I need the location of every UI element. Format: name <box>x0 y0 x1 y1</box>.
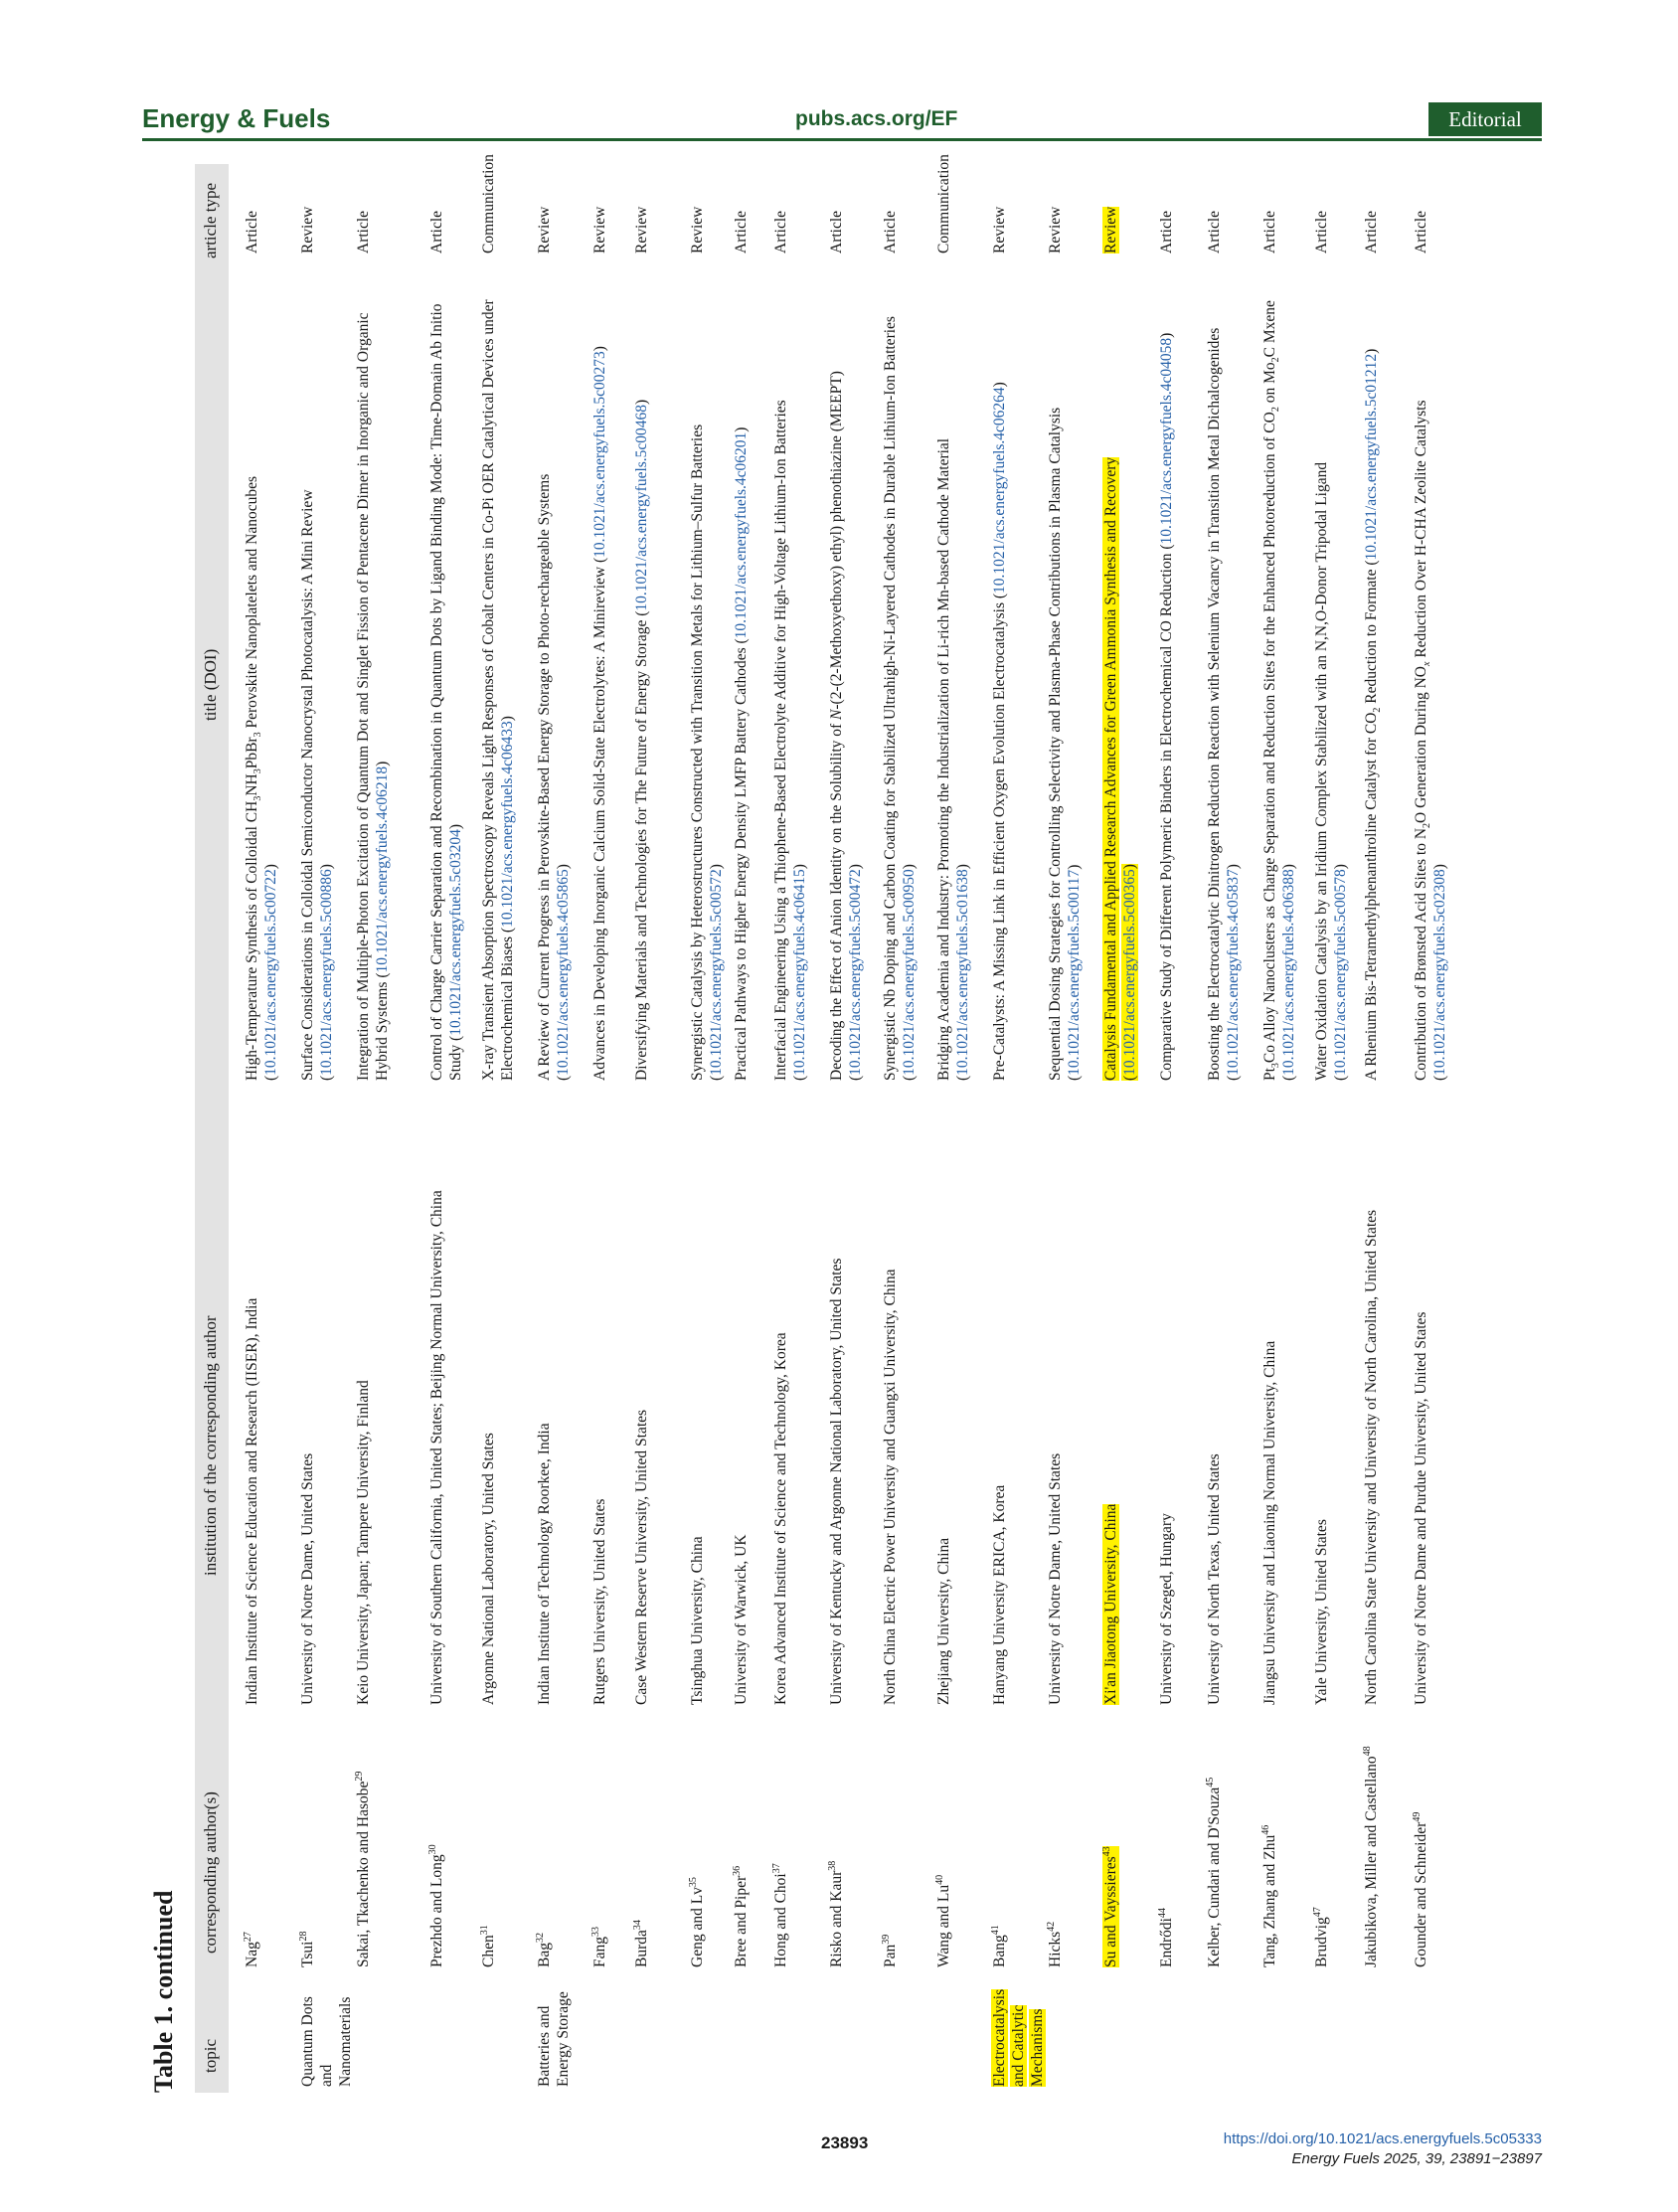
cell-authors: Burda$^{34}$ <box>631 1920 650 1967</box>
doi-link[interactable]: 10.1021/acs.energyfuels.4c04058 <box>1158 337 1175 545</box>
cell-authors: Brudvig$^{47}$ <box>1311 1907 1330 1967</box>
cell-institution: University of Szeged, Hungary <box>1158 1513 1175 1705</box>
doi-link[interactable]: 10.1021/acs.energyfuels.5c00468 <box>633 404 650 611</box>
cell-title: Boosting the Electrocatalytic Dinitrogen Reduction Reaction with Selenium Vacancy in Transition Metal Dichalcogenides (10.1021/acs.energyfuels.4c05837) <box>1206 327 1242 1081</box>
cell-authors: Bag$^{32}$ <box>534 1933 553 1967</box>
cell-institution: University of Warwick, UK <box>733 1534 750 1705</box>
cell-institution: Hanyang University ERICA, Korea <box>991 1484 1008 1705</box>
cell-article-type: Article <box>244 210 260 254</box>
cell-title: $Pt_3Co$ Alloy Nanoclusters as Charge Separation and Reduction Sites for the Enhanced Photoreduction of $CO_2$ on $Mo_2C$ Mxene (10.1021/acs.energyfuels.4c06388) <box>1261 300 1297 1081</box>
article-type-badge: Editorial <box>1428 102 1542 136</box>
cell-authors: Bang$^{41}$ <box>989 1925 1008 1967</box>
cell-title: Integration of Multiple-Photon Excitation of Quantum Dot and Singlet Fission of Pentacene Dimer in Inorganic and Organic Hybrid Systems (10.1021/acs.energyfuels.4c06218) <box>355 312 391 1081</box>
cell-institution: Korea Advanced Institute of Science and Technology, Korea <box>772 1332 789 1705</box>
doi-link[interactable]: 10.1021/acs.energyfuels.4c06433 <box>499 721 516 928</box>
cell-authors: Tsui$^{28}$ <box>297 1931 316 1967</box>
cell-title: Pre-Catalysts: A Missing Link in Efficient Oxygen Evolution Electrocatalysis (10.1021/acs.energyfuels.4c06264) <box>991 382 1008 1081</box>
cell-institution: University of Notre Dame and Purdue University, United States <box>1413 1311 1429 1705</box>
cell-title: Synergistic Catalysis by Heterostructures Constructed with Transition Metals for Lithium–Sulfur Batteries (10.1021/acs.energyfuels.5c00572) <box>689 424 725 1081</box>
doi-link[interactable]: 10.1021/acs.energyfuels.5c00273 <box>591 351 608 558</box>
cell-title: A Rhenium Bis-Tetramethylphenanthroline Catalyst for $CO_2$ Reduction to Formate (10.1021/acs.energyfuels.5c01212) <box>1363 348 1384 1081</box>
cell-article-type: Review <box>1102 206 1119 254</box>
cell-institution: Indian Institute of Technology Roorkee, India <box>536 1423 553 1705</box>
doi-link[interactable]: 10.1021/acs.energyfuels.5c01638 <box>954 869 971 1076</box>
cell-institution: University of Kentucky and Argonne National Laboratory, United States <box>828 1258 845 1705</box>
cell-article-type: Review <box>633 206 650 254</box>
cell-title: Bridging Academia and Industry: Promoting the Industrialization of Li-rich Mn-based Cathode Material (10.1021/acs.energyfuels.5c01638) <box>935 437 971 1081</box>
cell-title: Water Oxidation Catalysis by an Iridium Complex Stabilized with an N,N,O-Donor Tripodal Ligand (10.1021/acs.energyfuels.5c00578) <box>1313 461 1349 1081</box>
cell-article-type: Review <box>1047 206 1064 254</box>
doi-link[interactable]: 10.1021/acs.energyfuels.4c06218 <box>374 766 391 973</box>
col-header-institution: institution of the corresponding author <box>201 1315 220 1576</box>
cell-institution: Indian Institute of Science Education and Research (IISER), India <box>244 1297 260 1705</box>
page-number: 23893 <box>821 2133 869 2152</box>
cell-article-type: Communication <box>935 154 952 254</box>
cell-title: High-Temperature Synthesis of Colloidal $CH_3NH_3PbBr_3$ Perovskite Nanoplatelets and Nanocubes (10.1021/acs.energyfuels.5c00722) <box>244 476 279 1081</box>
cell-institution: North China Electric Power University and Guangxi University, China <box>882 1269 899 1705</box>
cell-article-type: Article <box>1158 210 1175 254</box>
cell-article-type: Article <box>733 210 750 254</box>
cell-title: Surface Considerations in Colloidal Semiconductor Nanocrystal Photocatalysis: A Mini Review (10.1021/acs.energyfuels.5c00886) <box>299 489 335 1081</box>
doi-link[interactable]: 10.1021/acs.energyfuels.5c00365 <box>1121 869 1138 1076</box>
cell-authors: Sakai, Tkachenko and Hasobe$^{29}$ <box>353 1771 372 1967</box>
cell-title: Contribution of Brønsted Acid Sites to $N_2O$ Generation During $NO_x$ Reduction Over H-CHA Zeolite Catalysts (10.1021/acs.energyfuels.5c02308) <box>1413 400 1448 1081</box>
cell-article-type: Article <box>1261 210 1278 254</box>
doi-link[interactable]: 10.1021/acs.energyfuels.4c06201 <box>733 431 750 639</box>
cell-institution: Zhejiang University, China <box>935 1537 952 1705</box>
cell-institution: Xi'an Jiaotong University, China <box>1102 1503 1119 1705</box>
doi-link[interactable]: 10.1021/acs.energyfuels.4c05837 <box>1225 869 1242 1076</box>
footer-citation: Energy Fuels 2025, 39, 23891−23897 <box>1291 2150 1542 2167</box>
doi-link[interactable]: 10.1021/acs.energyfuels.5c02308 <box>1431 869 1448 1076</box>
cell-institution: Keio University, Japan; Tampere University, Finland <box>355 1380 372 1705</box>
doi-link[interactable]: 10.1021/acs.energyfuels.4c06415 <box>791 869 808 1076</box>
cell-article-type: Communication <box>480 154 497 254</box>
cell-article-type: Article <box>828 210 845 254</box>
cell-authors: Nag$^{27}$ <box>242 1932 260 1967</box>
cell-topic: Quantum Dots and Nanomaterials <box>299 1996 354 2087</box>
cell-article-type: Review <box>591 206 608 254</box>
cell-title: Comparative Study of Different Polymeric Binders in Electrochemical CO Reduction (10.1021/acs.energyfuels.4c04058) <box>1158 332 1175 1081</box>
journal-name: Energy & Fuels <box>142 103 331 133</box>
cell-article-type: Article <box>772 210 789 254</box>
cell-article-type: Article <box>1413 210 1429 254</box>
cell-article-type: Article <box>1206 210 1223 254</box>
cell-title: Diversifying Materials and Technologies for The Future of Energy Storage (10.1021/acs.energyfuels.5c00468) <box>633 399 650 1081</box>
cell-authors: Geng and Lv$^{35}$ <box>687 1877 706 1967</box>
cell-authors: Chen$^{31}$ <box>478 1925 497 1967</box>
cell-institution: Case Western Reserve University, United States <box>633 1409 650 1705</box>
cell-institution: University of Southern California, United States; Beijing Normal University, China <box>428 1190 445 1705</box>
col-header-topic: topic <box>201 2039 220 2073</box>
cell-authors: Bree and Piper$^{36}$ <box>731 1865 750 1967</box>
cell-article-type: Review <box>536 206 553 254</box>
doi-link[interactable]: 10.1021/acs.energyfuels.5c00117 <box>1066 869 1083 1076</box>
col-header-title: title (DOI) <box>201 648 220 721</box>
doi-link[interactable]: 10.1021/acs.energyfuels.4c05865 <box>555 869 572 1076</box>
cell-authors: Risko and Kaur$^{38}$ <box>826 1860 845 1967</box>
cell-institution: North Carolina State University and University of North Carolina, United States <box>1363 1209 1380 1705</box>
journal-site-link[interactable]: pubs.acs.org/EF <box>795 107 958 130</box>
footer-doi-link[interactable]: https://doi.org/10.1021/acs.energyfuels.5c05333 <box>1223 2130 1542 2147</box>
doi-link[interactable]: 10.1021/acs.energyfuels.5c03204 <box>447 829 464 1036</box>
cell-authors: Prezhdo and Long$^{30}$ <box>426 1844 445 1967</box>
cell-institution: Jiangsu University and Liaoning Normal University, China <box>1261 1340 1278 1705</box>
cell-title: Practical Pathways to Higher Energy Density LMFP Battery Cathodes (10.1021/acs.energyfuels.4c06201) <box>733 426 750 1081</box>
cell-article-type: Review <box>991 206 1008 254</box>
cell-authors: Endrődi$^{44}$ <box>1156 1908 1175 1967</box>
cell-authors: Pan$^{39}$ <box>880 1934 899 1967</box>
doi-link[interactable]: 10.1021/acs.energyfuels.4c06264 <box>991 387 1008 594</box>
doi-link[interactable]: 10.1021/acs.energyfuels.5c01212 <box>1363 353 1380 561</box>
doi-link[interactable]: 10.1021/acs.energyfuels.5c00572 <box>708 869 725 1076</box>
cell-article-type: Article <box>882 210 899 254</box>
cell-topic: Batteries and Energy Storage <box>536 1991 572 2087</box>
cell-authors: Fang$^{33}$ <box>589 1927 608 1967</box>
cell-authors: Jakubikova, Miller and Castellano$^{48}$ <box>1361 1746 1380 1967</box>
cell-authors: Hicks$^{42}$ <box>1045 1921 1064 1967</box>
cell-article-type: Article <box>428 210 445 254</box>
table-header <box>195 164 229 2093</box>
cell-article-type: Review <box>299 206 316 254</box>
cell-article-type: Article <box>355 210 372 254</box>
cell-authors: Hong and Choi$^{37}$ <box>770 1863 789 1967</box>
rotated-table <box>149 154 1561 2093</box>
cell-authors: Tang, Zhang and Zhu$^{46}$ <box>1259 1824 1278 1967</box>
cell-article-type: Review <box>689 206 706 254</box>
header-rule <box>142 138 1542 141</box>
cell-title: Synergistic Nb Doping and Carbon Coating for Stabilized Ultrahigh-Ni-Layered Cathodes in Durable Lithium-Ion Batteries (10.1021/acs.energyfuels.5c00950) <box>882 316 918 1081</box>
cell-institution: University of North Texas, United States <box>1206 1453 1223 1705</box>
col-header-type: article type <box>201 183 220 258</box>
cell-article-type: Article <box>1363 210 1380 254</box>
cell-institution: University of Notre Dame, United States <box>1047 1452 1064 1705</box>
cell-authors: Kelber, Cundari and D'Souza$^{45}$ <box>1204 1777 1223 1967</box>
doi-link[interactable]: 10.1021/acs.energyfuels.5c00722 <box>262 869 279 1076</box>
cell-authors: Gounder and Schneider$^{49}$ <box>1411 1811 1429 1967</box>
cell-title: Control of Charge Carrier Separation and Recombination in Quantum Dots by Ligand Binding Mode: Time-Domain Ab Initio Study (10.1021/acs.energyfuels.5c03204) <box>428 303 464 1081</box>
cell-institution: Rutgers University, United States <box>591 1498 608 1705</box>
cell-topic: Electrocatalysis and Catalytic Mechanisms <box>991 1988 1046 2087</box>
cell-title: Catalysis Fundamental and Applied Research Advances for Green Ammonia Synthesis and Recovery (10.1021/acs.energyfuels.5c00365) <box>1102 456 1138 1081</box>
doi-link[interactable]: 10.1021/acs.energyfuels.5c00578 <box>1332 869 1349 1076</box>
cell-institution: Tsinghua University, China <box>689 1536 706 1705</box>
cell-institution: Yale University, United States <box>1313 1519 1330 1705</box>
cell-title: Advances in Developing Inorganic Calcium Solid-State Electrolytes: A Minireview (10.1021/acs.energyfuels.5c00273) <box>591 346 608 1081</box>
cell-authors: Su and Vayssieres$^{43}$ <box>1100 1846 1119 1967</box>
cell-title: Decoding the Effect of Anion Identity on the Solubility of N-(2-(2-Methoxyethoxy) ethyl) phenothiazine (MEEPT) (10.1021/acs.energyfuels.5c00472) <box>828 371 864 1081</box>
col-header-authors: corresponding author(s) <box>201 1791 220 1954</box>
cell-title: Sequential Dosing Strategies for Controlling Selectivity and Plasma-Phase Contributions in Plasma Catalysis (10.1021/acs.energyfuels.5c00117) <box>1047 407 1083 1081</box>
cell-article-type: Article <box>1313 210 1330 254</box>
cell-authors: Wang and Lu$^{40}$ <box>933 1874 952 1967</box>
table-caption: Table 1. continued <box>149 1890 178 2093</box>
doi-link[interactable]: 10.1021/acs.energyfuels.4c06388 <box>1280 869 1297 1076</box>
cell-title: A Review of Current Progress in Perovskite-Based Energy Storage to Photo-rechargeable Systems (10.1021/acs.energyfuels.4c05865) <box>536 473 572 1081</box>
cell-title: Interfacial Engineering Using a Thiophene-Based Electrolyte Additive for High-Voltage Lithium-Ion Batteries (10.1021/acs.energyfuels.4c06415) <box>772 400 808 1081</box>
cell-title: X-ray Transient Absorption Spectroscopy Reveals Light Responses of Cobalt Centers in Co-Pi OER Catalytical Devices under Electrochemical Biases (10.1021/acs.energyfuels.4c06433) <box>480 299 516 1081</box>
doi-link[interactable]: 10.1021/acs.energyfuels.5c00950 <box>901 869 918 1076</box>
doi-link[interactable]: 10.1021/acs.energyfuels.5c00472 <box>847 869 864 1076</box>
cell-institution: Argonne National Laboratory, United States <box>480 1433 497 1705</box>
cell-institution: University of Notre Dame, United States <box>299 1452 316 1705</box>
doi-link[interactable]: 10.1021/acs.energyfuels.5c00886 <box>318 869 335 1076</box>
